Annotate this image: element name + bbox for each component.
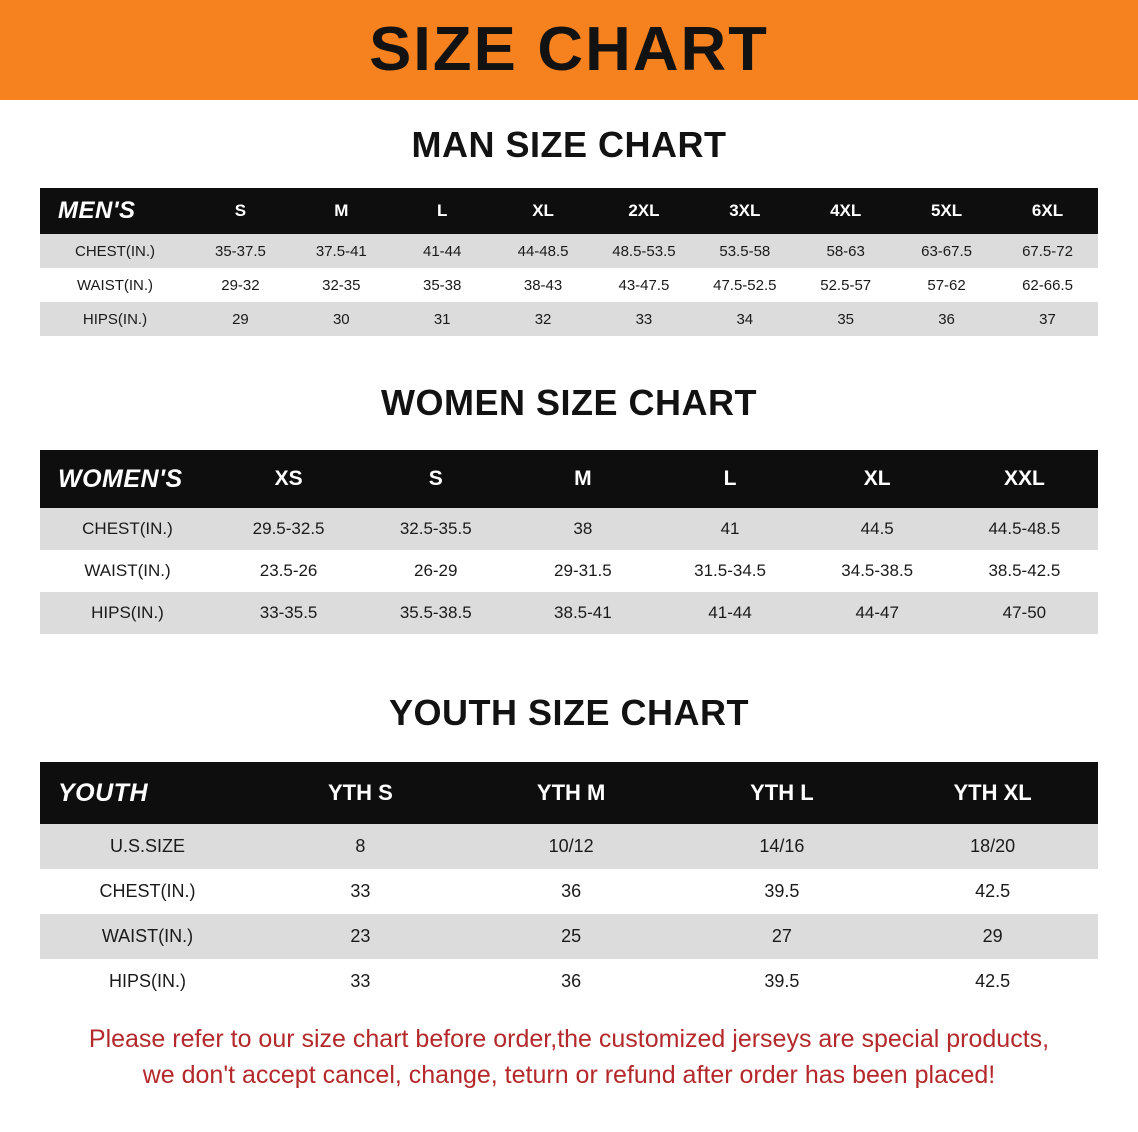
man-header-cell-0: MEN'S (40, 188, 190, 234)
women-row-label-hips: HIPS(IN.) (40, 592, 215, 634)
man-cell-waist-7: 57-62 (896, 268, 997, 302)
man-cell-chest-8: 67.5-72 (997, 234, 1098, 268)
man-cell-waist-4: 43-47.5 (594, 268, 695, 302)
women-cell-hips-0: 33-35.5 (215, 592, 362, 634)
table-row (40, 592, 1098, 634)
youth-row-label-ussize: U.S.SIZE (40, 824, 255, 869)
table-row (40, 234, 1098, 268)
youth-cell-ussize-1: 10/12 (466, 824, 677, 869)
women-cell-hips-2: 38.5-41 (509, 592, 656, 634)
youth-row-label-chest: CHEST(IN.) (40, 869, 255, 914)
youth-cell-chest-2: 39.5 (677, 869, 888, 914)
table-row (40, 914, 1098, 959)
table-row (40, 824, 1098, 869)
youth-size-table-wrapper (40, 762, 1098, 1004)
women-cell-chest-2: 38 (509, 508, 656, 550)
women-cell-hips-4: 44-47 (804, 592, 951, 634)
youth-row-label-waist: WAIST(IN.) (40, 914, 255, 959)
man-cell-chest-2: 41-44 (392, 234, 493, 268)
youth-header-cell-2: YTH M (466, 762, 677, 824)
women-cell-hips-5: 47-50 (951, 592, 1098, 634)
man-cell-hips-5: 34 (694, 302, 795, 336)
women-cell-waist-4: 34.5-38.5 (804, 550, 951, 592)
youth-table-body (40, 824, 1098, 1004)
women-section-heading: WOMEN SIZE CHART (381, 382, 757, 423)
man-cell-waist-8: 62-66.5 (997, 268, 1098, 302)
page-title: SIZE CHART (369, 15, 769, 84)
man-cell-chest-6: 58-63 (795, 234, 896, 268)
man-header-cell-6: 3XL (694, 188, 795, 234)
women-row-label-chest: CHEST(IN.) (40, 508, 215, 550)
man-cell-hips-2: 31 (392, 302, 493, 336)
policy-note-line-1: Please refer to our size chart before order,the customized jerseys are special products, (88, 1025, 1050, 1053)
women-row-label-waist: WAIST(IN.) (40, 550, 215, 592)
women-size-table-wrapper (40, 450, 1098, 634)
table-row (40, 550, 1098, 592)
women-cell-chest-3: 41 (656, 508, 803, 550)
youth-row-label-hips: HIPS(IN.) (40, 959, 255, 1004)
man-header-cell-9: 6XL (997, 188, 1098, 234)
youth-header-cell-1: YTH S (255, 762, 466, 824)
women-cell-waist-2: 29-31.5 (509, 550, 656, 592)
youth-cell-hips-1: 36 (466, 959, 677, 1004)
man-cell-chest-5: 53.5-58 (694, 234, 795, 268)
youth-cell-hips-0: 33 (255, 959, 466, 1004)
youth-cell-waist-1: 25 (466, 914, 677, 959)
table-row (40, 302, 1098, 336)
man-cell-waist-6: 52.5-57 (795, 268, 896, 302)
man-cell-chest-1: 37.5-41 (291, 234, 392, 268)
youth-header-cell-3: YTH L (677, 762, 888, 824)
women-header-cell-1: XS (215, 450, 362, 508)
man-cell-hips-0: 29 (190, 302, 291, 336)
women-cell-waist-1: 26-29 (362, 550, 509, 592)
women-header-cell-5: XL (804, 450, 951, 508)
man-cell-hips-1: 30 (291, 302, 392, 336)
women-header-cell-2: S (362, 450, 509, 508)
table-header-row (40, 450, 1098, 508)
youth-cell-chest-0: 33 (255, 869, 466, 914)
man-cell-chest-7: 63-67.5 (896, 234, 997, 268)
man-header-cell-5: 2XL (594, 188, 695, 234)
man-header-cell-7: 4XL (795, 188, 896, 234)
man-row-label-hips: HIPS(IN.) (40, 302, 190, 336)
table-header-row (40, 188, 1098, 234)
man-cell-waist-3: 38-43 (493, 268, 594, 302)
women-table-header (40, 450, 1098, 508)
man-section-heading: MAN SIZE CHART (411, 124, 727, 165)
table-row (40, 508, 1098, 550)
women-cell-waist-5: 38.5-42.5 (951, 550, 1098, 592)
women-header-cell-6: XXL (951, 450, 1098, 508)
youth-section-heading: YOUTH SIZE CHART (388, 692, 749, 733)
youth-cell-ussize-3: 18/20 (887, 824, 1098, 869)
youth-cell-chest-1: 36 (466, 869, 677, 914)
man-cell-hips-8: 37 (997, 302, 1098, 336)
page-banner (0, 0, 1138, 100)
man-cell-hips-3: 32 (493, 302, 594, 336)
man-cell-chest-4: 48.5-53.5 (594, 234, 695, 268)
women-cell-chest-4: 44.5 (804, 508, 951, 550)
women-header-cell-3: M (509, 450, 656, 508)
man-size-table-wrapper (40, 188, 1098, 336)
man-header-cell-4: XL (493, 188, 594, 234)
youth-cell-waist-0: 23 (255, 914, 466, 959)
table-row (40, 869, 1098, 914)
man-cell-chest-0: 35-37.5 (190, 234, 291, 268)
youth-cell-hips-2: 39.5 (677, 959, 888, 1004)
man-header-cell-2: M (291, 188, 392, 234)
youth-cell-waist-2: 27 (677, 914, 888, 959)
women-cell-chest-0: 29.5-32.5 (215, 508, 362, 550)
policy-note-line-2: we don't accept cancel, change, teturn or refund after order has been placed! (142, 1060, 996, 1089)
youth-cell-ussize-2: 14/16 (677, 824, 888, 869)
women-cell-waist-0: 23.5-26 (215, 550, 362, 592)
man-cell-waist-5: 47.5-52.5 (694, 268, 795, 302)
man-size-table (40, 188, 1098, 336)
youth-header-cell-4: YTH XL (887, 762, 1098, 824)
man-table-header (40, 188, 1098, 234)
women-cell-hips-1: 35.5-38.5 (362, 592, 509, 634)
man-cell-hips-6: 35 (795, 302, 896, 336)
table-row (40, 268, 1098, 302)
man-header-cell-1: S (190, 188, 291, 234)
man-header-cell-3: L (392, 188, 493, 234)
women-cell-hips-3: 41-44 (656, 592, 803, 634)
man-table-body (40, 234, 1098, 336)
women-header-cell-4: L (656, 450, 803, 508)
man-cell-hips-7: 36 (896, 302, 997, 336)
policy-note (40, 1022, 1098, 1093)
youth-table-header (40, 762, 1098, 824)
youth-cell-hips-3: 42.5 (887, 959, 1098, 1004)
man-cell-waist-1: 32-35 (291, 268, 392, 302)
man-cell-waist-2: 35-38 (392, 268, 493, 302)
man-row-label-chest: CHEST(IN.) (40, 234, 190, 268)
women-table-body (40, 508, 1098, 634)
youth-cell-ussize-0: 8 (255, 824, 466, 869)
man-cell-hips-4: 33 (594, 302, 695, 336)
man-header-cell-8: 5XL (896, 188, 997, 234)
youth-size-table (40, 762, 1098, 1004)
youth-cell-waist-3: 29 (887, 914, 1098, 959)
man-cell-waist-0: 29-32 (190, 268, 291, 302)
youth-cell-chest-3: 42.5 (887, 869, 1098, 914)
man-row-label-waist: WAIST(IN.) (40, 268, 190, 302)
women-header-cell-0: WOMEN'S (40, 450, 215, 508)
man-cell-chest-3: 44-48.5 (493, 234, 594, 268)
women-cell-waist-3: 31.5-34.5 (656, 550, 803, 592)
women-size-table (40, 450, 1098, 634)
women-cell-chest-5: 44.5-48.5 (951, 508, 1098, 550)
youth-header-cell-0: YOUTH (40, 762, 255, 824)
women-cell-chest-1: 32.5-35.5 (362, 508, 509, 550)
table-row (40, 959, 1098, 1004)
table-header-row (40, 762, 1098, 824)
